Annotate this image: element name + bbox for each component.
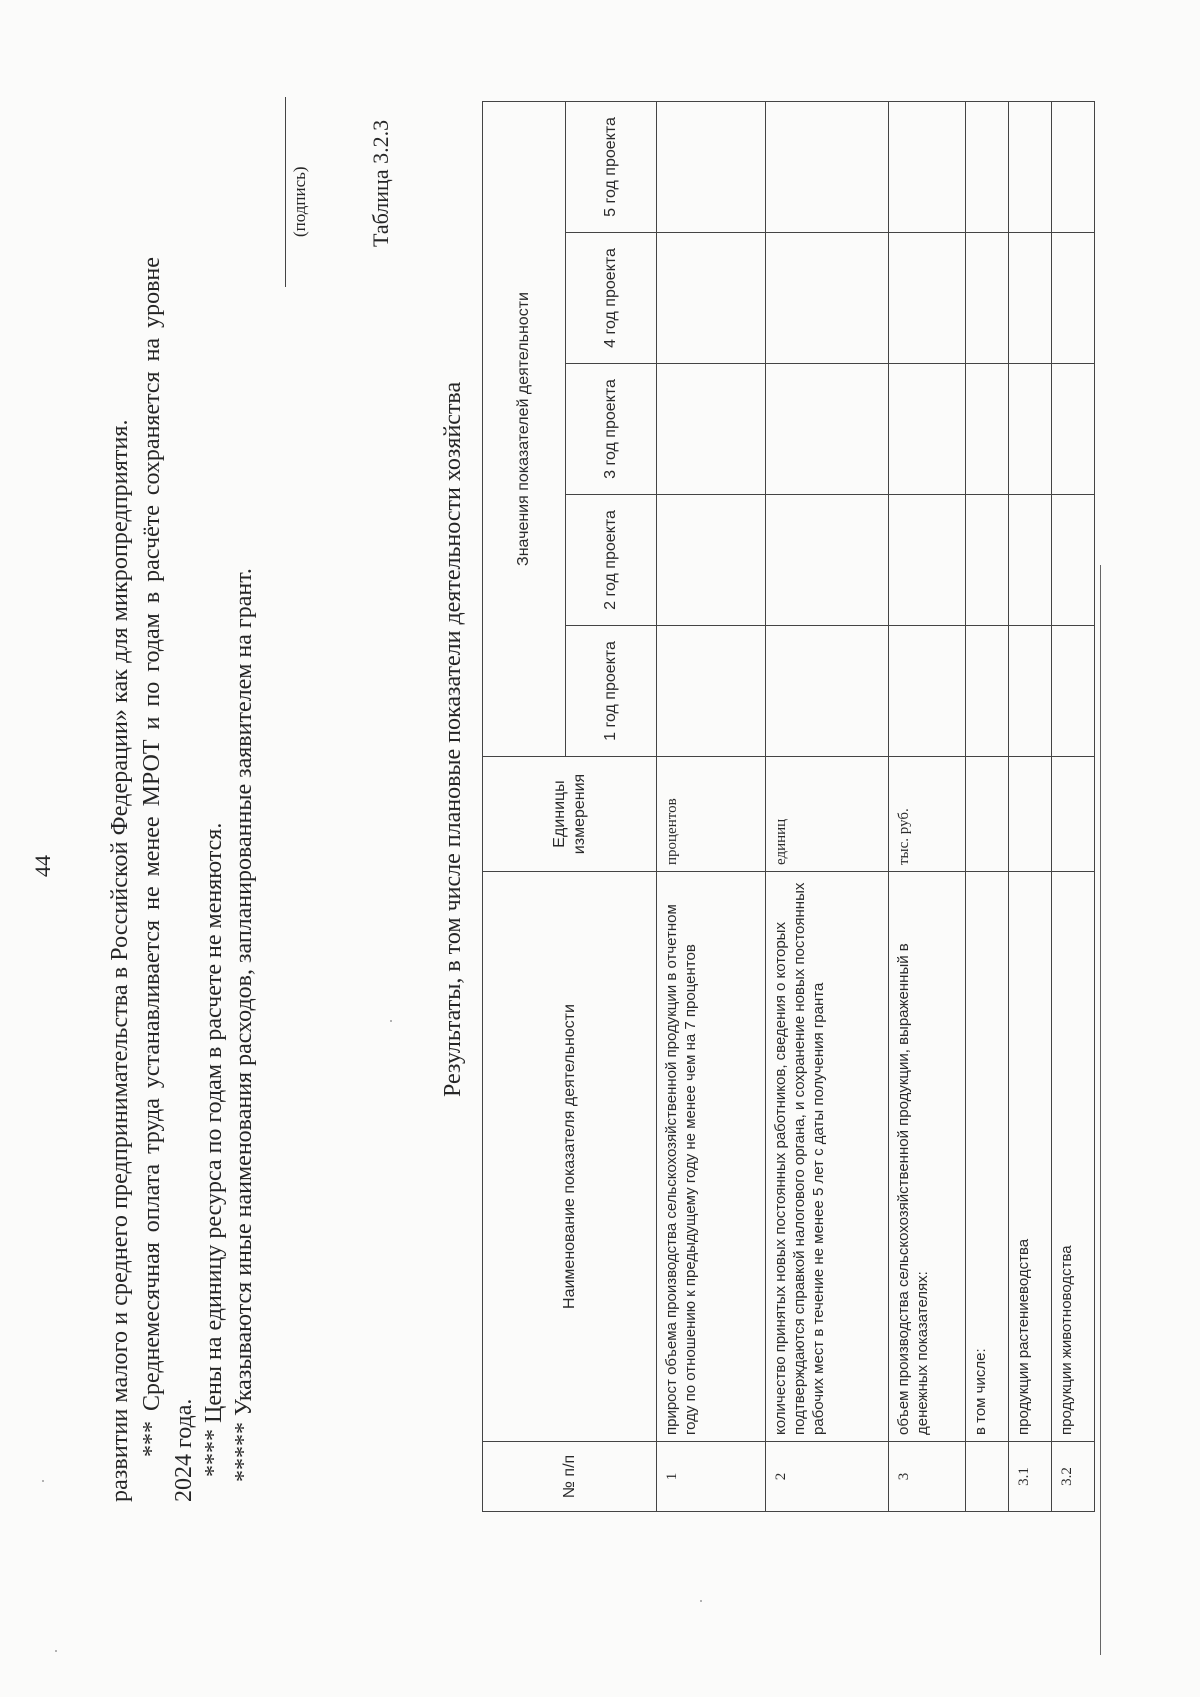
row-unit: процентов	[657, 757, 766, 872]
value-cell[interactable]	[766, 626, 889, 757]
row-name: продукции растениеводства	[1009, 872, 1052, 1442]
signature-caption: (подпись)	[290, 166, 309, 237]
row-unit: тыс. руб.	[889, 757, 966, 872]
scan-edge-line	[1100, 565, 1101, 1655]
scan-speck	[55, 1650, 57, 1652]
header-unit: Единицы измерения	[483, 757, 657, 872]
header-year-4: 4 год проекта	[566, 233, 657, 364]
value-cell[interactable]	[657, 364, 766, 495]
table-row	[1052, 101, 1095, 1511]
value-cell[interactable]	[1052, 233, 1095, 364]
value-cell[interactable]	[1052, 495, 1095, 626]
row-num: 3.2	[1052, 1442, 1095, 1512]
row-num	[966, 1442, 1009, 1512]
value-cell[interactable]	[1052, 364, 1095, 495]
footnote-4: **** Цены на единицу ресурса по годам в расчете не меняются.	[201, 822, 227, 1477]
row-num: 1	[657, 1442, 766, 1512]
value-cell[interactable]	[766, 101, 889, 232]
value-cell[interactable]	[766, 364, 889, 495]
signature-line	[285, 97, 286, 287]
value-cell[interactable]	[889, 626, 966, 757]
row-unit: единиц	[766, 757, 889, 872]
value-cell[interactable]	[1009, 101, 1052, 232]
scan-speck	[700, 1600, 702, 1602]
value-cell[interactable]	[966, 233, 1009, 364]
row-num: 3.1	[1009, 1442, 1052, 1512]
value-cell[interactable]	[657, 495, 766, 626]
row-unit	[966, 757, 1009, 872]
paragraph-line-1: развитии малого и среднего предпринимательства в Российской Федерации» как для микропредприятия.	[107, 419, 133, 1502]
header-year-2: 2 год проекта	[566, 495, 657, 626]
value-cell[interactable]	[657, 626, 766, 757]
table-row	[766, 101, 889, 1511]
results-table	[482, 101, 1095, 1512]
footnote-5: ***** Указываются иные наименования расходов, запланированные заявителем на грант.	[231, 568, 257, 1482]
header-year-5: 5 год проекта	[566, 101, 657, 232]
row-name: объем производства сельскохозяйственной продукции, выраженный в денежных показателях:	[889, 872, 966, 1442]
paragraph-line-3: 2024 года.	[171, 1398, 197, 1502]
value-cell[interactable]	[766, 495, 889, 626]
table-row	[966, 101, 1009, 1511]
row-num: 2	[766, 1442, 889, 1512]
table-header-row	[483, 101, 566, 1511]
value-cell[interactable]	[657, 233, 766, 364]
value-cell[interactable]	[966, 626, 1009, 757]
value-cell[interactable]	[1052, 626, 1095, 757]
page-number: 44	[30, 855, 55, 877]
header-values-group: Значения показателей деятельности	[483, 101, 566, 756]
value-cell[interactable]	[1052, 101, 1095, 232]
paragraph-line-2: *** Среднемесячная оплата труда устанавливается не менее МРОТ и по годам в расчёте сохраняется на уровне	[139, 257, 165, 1457]
header-year-1: 1 год проекта	[566, 626, 657, 757]
table-row	[889, 101, 966, 1511]
value-cell[interactable]	[766, 233, 889, 364]
table-title: Результаты, в том числе плановые показатели деятельности хозяйства	[440, 381, 466, 1097]
row-unit	[1052, 757, 1095, 872]
value-cell[interactable]	[889, 101, 966, 232]
value-cell[interactable]	[966, 495, 1009, 626]
value-cell[interactable]	[889, 364, 966, 495]
value-cell[interactable]	[966, 364, 1009, 495]
value-cell[interactable]	[889, 495, 966, 626]
value-cell[interactable]	[657, 101, 766, 232]
scan-speck	[42, 1480, 44, 1482]
value-cell[interactable]	[1009, 495, 1052, 626]
value-cell[interactable]	[966, 101, 1009, 232]
table-label: Таблица 3.2.3	[368, 119, 393, 247]
header-num: № п/п	[483, 1442, 657, 1512]
header-name: Наименование показателя деятельности	[483, 872, 657, 1442]
scan-speck	[390, 1020, 392, 1022]
table-row	[657, 101, 766, 1511]
value-cell[interactable]	[889, 233, 966, 364]
row-name: продукции животноводства	[1052, 872, 1095, 1442]
value-cell[interactable]	[1009, 364, 1052, 495]
header-year-3: 3 год проекта	[566, 364, 657, 495]
row-name: в том числе:	[966, 872, 1009, 1442]
row-unit	[1009, 757, 1052, 872]
row-name: прирост объема производства сельскохозяйственной продукции в отчетном году по отношению к предыдущему году не менее чем на 7 процентов	[657, 872, 766, 1442]
row-num: 3	[889, 1442, 966, 1512]
value-cell[interactable]	[1009, 233, 1052, 364]
row-name: количество принятых новых постоянных работников, сведения о которых подтверждаются справкой налогового органа, и сохранение новых постоянных рабочих мест в течение не менее 5 лет с даты получения гранта	[766, 872, 889, 1442]
table-row	[1009, 101, 1052, 1511]
value-cell[interactable]	[1009, 626, 1052, 757]
